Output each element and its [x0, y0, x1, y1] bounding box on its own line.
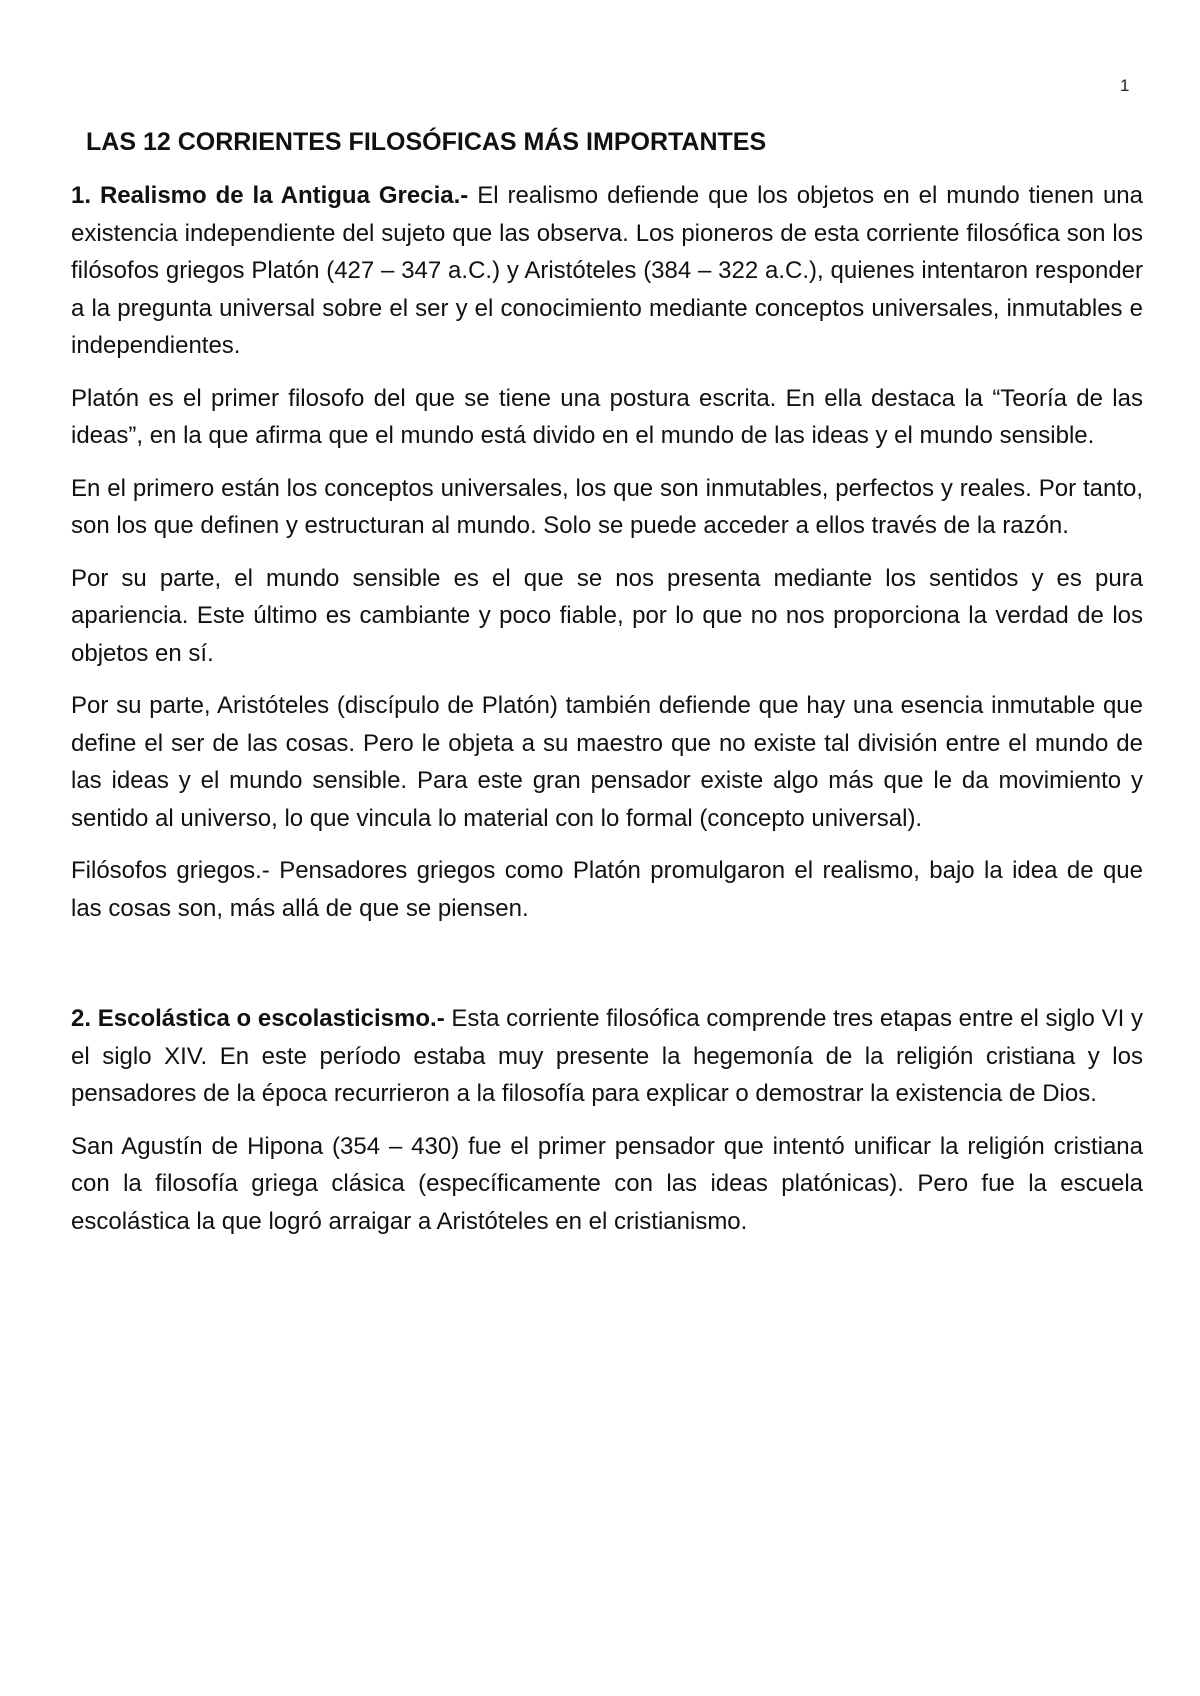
- section-1-intro-paragraph: [71, 177, 1143, 365]
- section-1-paragraph: Platón es el primer filosofo del que se tiene una postura escrita. En ella destaca la “Teoría de las ideas”, en la que afirma que el mundo está divido en el mundo de las ideas y el mundo sensible.: [71, 384, 1143, 449]
- section-1-intro-text: El realismo defiende que los objetos en el mundo tienen una existencia independiente del sujeto que las observa. Los pioneros de esta corriente filosófica son los filósofos griegos Platón (427 – 347 a.C.) y Aristóteles (384 – 322 a.C.), quienes intentaron responder a la pregunta universal sobre el ser y el conocimiento mediante conceptos universales, inmutables e independientes.: [71, 182, 1143, 359]
- section-1-paragraph: En el primero están los conceptos universales, los que son inmutables, perfectos y reales. Por tanto, son los que definen y estructuran al mundo. Solo se puede acceder a ellos través de la razón.: [71, 474, 1143, 539]
- section-2-intro-paragraph: [71, 1000, 1143, 1113]
- document-title: LAS 12 CORRIENTES FILOSÓFICAS MÁS IMPORTANTES: [86, 128, 767, 156]
- section-1-paragraph: Filósofos griegos.- Pensadores griegos como Platón promulgaron el realismo, bajo la idea de que las cosas son, más allá de que se piensen.: [71, 857, 1143, 922]
- section-spacer: [71, 942, 1143, 1000]
- section-1-paragraph: Por su parte, Aristóteles (discípulo de Platón) también defiende que hay una esencia inmutable que define el ser de las cosas. Pero le objeta a su maestro que no existe tal división entre el mundo de las ideas y el mundo sensible. Para este gran pensador existe algo más que le da movimiento y sentido al universo, lo que vincula lo material con lo formal (concepto universal).: [71, 692, 1143, 832]
- section-2-intro-text: Esta corriente filosófica comprende tres etapas entre el siglo VI y el siglo XIV. En este período estaba muy presente la hegemonía de la religión cristiana y los pensadores de la época recurrieron a la filosofía para explicar o demostrar la existencia de Dios.: [71, 1005, 1143, 1107]
- section-1-heading: 1. Realismo de la Antigua Grecia.-: [71, 182, 469, 209]
- section-2-heading: 2. Escolástica o escolasticismo.-: [71, 1005, 445, 1032]
- document-body: [71, 126, 1143, 1255]
- section-2-paragraph: San Agustín de Hipona (354 – 430) fue el primer pensador que intentó unificar la religión cristiana con la filosofía griega clásica (específicamente con las ideas platónicas). Pero fue la escuela escolástica la que logró arraigar a Aristóteles en el cristianismo.: [71, 1132, 1143, 1235]
- section-1-paragraph: Por su parte, el mundo sensible es el que se nos presenta mediante los sentidos y es pura apariencia. Este último es cambiante y poco fiable, por lo que no nos proporciona la verdad de los objetos en sí.: [71, 564, 1143, 667]
- page-number: 1: [1120, 76, 1130, 95]
